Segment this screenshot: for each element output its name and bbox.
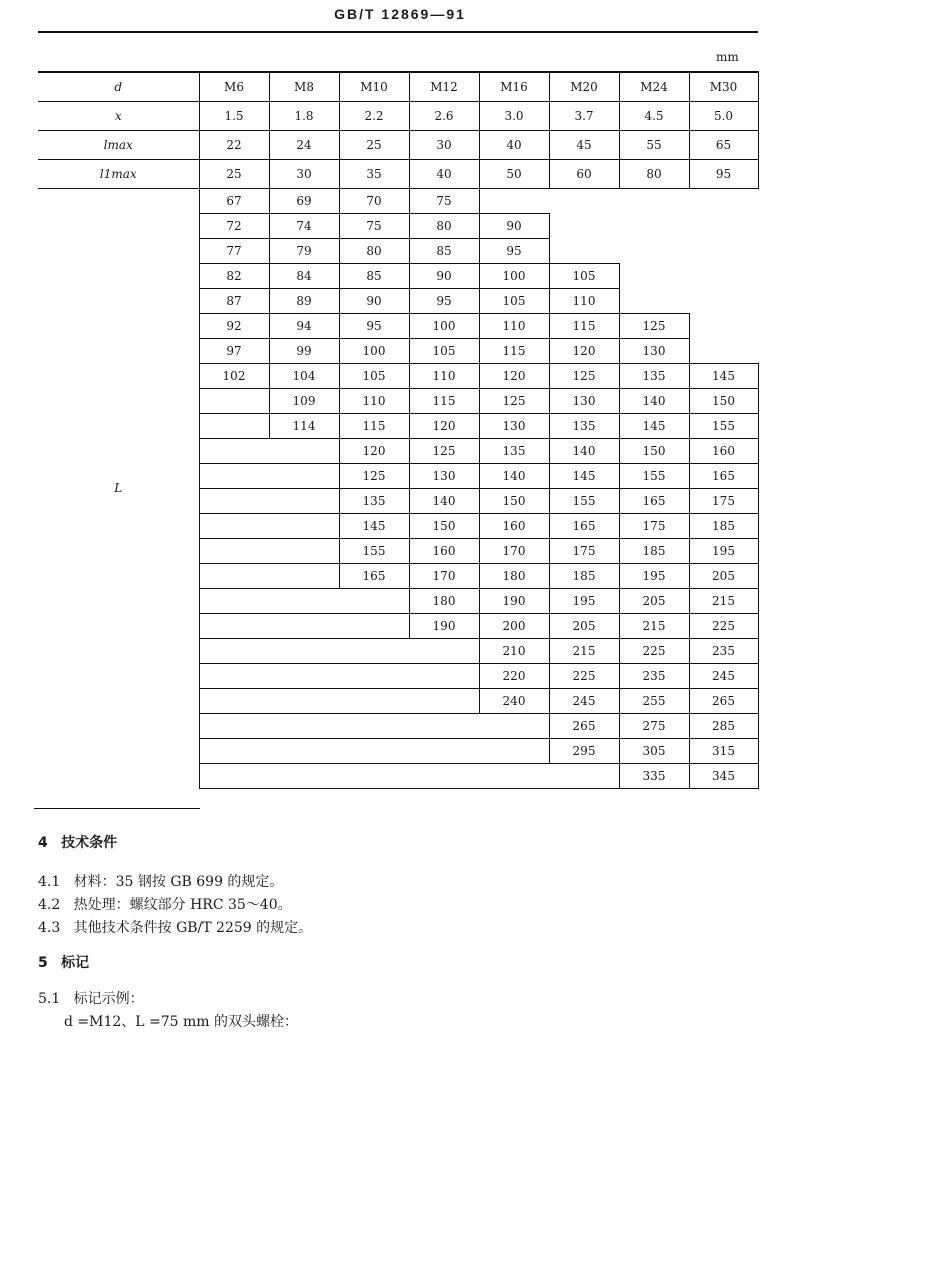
length-cell: 345 [689,763,758,788]
length-cell: 140 [479,463,549,488]
x-row-cell: 5.0 [689,101,758,130]
lmax-row-cell: 30 [409,130,479,159]
length-cell: 74 [269,213,339,238]
length-cell: 120 [479,363,549,388]
length-cell: 195 [619,563,689,588]
length-cell: 120 [339,438,409,463]
lmax-row-cell: 45 [549,130,619,159]
length-cell: 160 [479,513,549,538]
size-row-cell: M6 [199,72,269,101]
length-cell: 185 [619,538,689,563]
length-cell: 155 [619,463,689,488]
lmax-row [38,130,758,159]
length-cell: 100 [339,338,409,363]
length-cell: 225 [689,613,758,638]
length-cell: 84 [269,263,339,288]
length-cell: 180 [479,563,549,588]
table-bottom-rule-left [34,808,200,809]
length-cell: 102 [199,363,269,388]
blank-cell [199,638,479,663]
length-cell: 145 [549,463,619,488]
dimension-table [38,71,759,789]
length-cell: 95 [339,313,409,338]
length-cell: 135 [339,488,409,513]
length-cell: 190 [409,613,479,638]
size-row-cell: M12 [409,72,479,101]
length-cell: 109 [269,388,339,413]
length-cell: 130 [479,413,549,438]
standard-number-header: GB/T 12869—91 [334,6,466,22]
length-cell: 205 [689,563,758,588]
blank-cell [199,388,269,413]
length-cell: 125 [339,463,409,488]
clause-4-3-text: 其他技术条件按 GB/T 2259 的规定。 [73,920,313,936]
length-cell: 150 [479,488,549,513]
length-cell: 90 [339,288,409,313]
length-cell: 89 [269,288,339,313]
clause-4-1 [38,871,283,891]
length-cell: 170 [409,563,479,588]
length-cell: 180 [409,588,479,613]
length-cell: 79 [269,238,339,263]
empty-area [479,188,758,213]
x-row-cell: 1.8 [269,101,339,130]
l1max-row-label: l1max [38,159,199,188]
length-cell: 145 [339,513,409,538]
length-cell: 135 [549,413,619,438]
clause-5-1 [38,988,144,1008]
length-cell: 105 [479,288,549,313]
marking-example: d =M12、L =75 mm 的双头螺栓： [64,1014,299,1030]
length-cell: 125 [549,363,619,388]
length-cell: 110 [549,288,619,313]
length-cell: 100 [479,263,549,288]
length-cell: 245 [549,688,619,713]
length-cell: 240 [479,688,549,713]
section-5-number: 5 [38,955,48,971]
length-cell: 80 [339,238,409,263]
length-cell: 95 [479,238,549,263]
length-cell: 235 [619,663,689,688]
l1max-row-cell: 80 [619,159,689,188]
length-cell: 75 [409,188,479,213]
length-cell: 114 [269,413,339,438]
blank-cell [199,763,619,788]
length-cell: 225 [619,638,689,663]
l1max-row-cell: 95 [689,159,758,188]
lmax-row-cell: 65 [689,130,758,159]
x-row-cell: 1.5 [199,101,269,130]
length-cell: 110 [479,313,549,338]
length-cell: 160 [689,438,758,463]
length-cell: 215 [549,638,619,663]
length-cell: 72 [199,213,269,238]
length-cell: 110 [409,363,479,388]
blank-cell [199,713,549,738]
length-cell: 94 [269,313,339,338]
clause-4-3 [38,917,312,937]
length-cell: 135 [619,363,689,388]
length-cell: 150 [409,513,479,538]
size-row-cell: M10 [339,72,409,101]
length-cell: 105 [339,363,409,388]
length-cell: 87 [199,288,269,313]
length-cell: 175 [549,538,619,563]
length-cell: 130 [619,338,689,363]
length-cell: 205 [549,613,619,638]
lmax-row-cell: 22 [199,130,269,159]
length-cell: 155 [549,488,619,513]
clause-4-2-number: 4.2 [38,897,61,913]
length-cell: 69 [269,188,339,213]
length-cell: 130 [549,388,619,413]
l1max-row-cell: 30 [269,159,339,188]
length-cell: 115 [339,413,409,438]
length-cell: 95 [409,288,479,313]
length-cell: 150 [689,388,758,413]
clause-5-1-number: 5.1 [38,991,61,1007]
blank-cell [199,663,479,688]
blank-cell [199,738,549,763]
size-row-cell: M8 [269,72,339,101]
length-cell: 315 [689,738,758,763]
length-cell: 200 [479,613,549,638]
clause-5-1-text: 标记示例： [73,991,144,1007]
length-cell: 225 [549,663,619,688]
blank-cell [199,488,339,513]
unit-label: mm [716,50,739,64]
empty-area [689,338,758,363]
length-cell: 195 [549,588,619,613]
length-cell: 145 [619,413,689,438]
length-cell: 255 [619,688,689,713]
length-cell: 140 [409,488,479,513]
size-row-cell: M24 [619,72,689,101]
length-cell: 215 [689,588,758,613]
clause-4-3-number: 4.3 [38,920,61,936]
length-cell: 125 [479,388,549,413]
empty-area [549,213,758,238]
l1max-row-cell: 60 [549,159,619,188]
length-cell: 115 [479,338,549,363]
blank-cell [199,463,339,488]
empty-area [689,313,758,338]
size-row-cell: M16 [479,72,549,101]
x-row-cell: 3.7 [549,101,619,130]
length-cell: 90 [479,213,549,238]
length-cell: 195 [689,538,758,563]
blank-cell [199,438,339,463]
blank-cell [199,538,339,563]
length-cell: 175 [689,488,758,513]
blank-cell [199,613,409,638]
length-cell: 185 [689,513,758,538]
l1max-row-cell: 25 [199,159,269,188]
length-cell: 99 [269,338,339,363]
length-cell: 235 [689,638,758,663]
length-cell: 265 [689,688,758,713]
length-cell: 185 [549,563,619,588]
length-cell: 85 [339,263,409,288]
x-row-cell: 3.0 [479,101,549,130]
x-row-cell: 2.2 [339,101,409,130]
length-cell: 110 [339,388,409,413]
length-row [38,188,758,213]
length-cell: 220 [479,663,549,688]
l1max-row-cell: 35 [339,159,409,188]
lmax-row-label: lmax [38,130,199,159]
length-cell: 70 [339,188,409,213]
blank-cell [199,513,339,538]
length-cell: 155 [339,538,409,563]
length-cell: 97 [199,338,269,363]
length-cell: 245 [689,663,758,688]
section-4-heading [38,832,117,852]
length-cell: 165 [689,463,758,488]
length-cell: 115 [409,388,479,413]
length-label: L [38,188,199,788]
length-cell: 120 [409,413,479,438]
size-row-cell: M20 [549,72,619,101]
l1max-row-cell: 50 [479,159,549,188]
l1max-row-cell: 40 [409,159,479,188]
length-cell: 90 [409,263,479,288]
size-row-label: d [38,72,199,101]
blank-cell [199,413,269,438]
lmax-row-cell: 25 [339,130,409,159]
size-row-cell: M30 [689,72,758,101]
lmax-row-cell: 24 [269,130,339,159]
size-row [38,72,758,101]
length-cell: 165 [339,563,409,588]
length-cell: 104 [269,363,339,388]
length-cell: 75 [339,213,409,238]
l1max-row [38,159,758,188]
length-cell: 295 [549,738,619,763]
length-cell: 82 [199,263,269,288]
lmax-row-cell: 55 [619,130,689,159]
length-cell: 305 [619,738,689,763]
length-cell: 275 [619,713,689,738]
length-cell: 150 [619,438,689,463]
blank-cell [199,563,339,588]
length-cell: 175 [619,513,689,538]
length-cell: 165 [549,513,619,538]
length-cell: 125 [619,313,689,338]
length-cell: 85 [409,238,479,263]
length-cell: 145 [689,363,758,388]
length-cell: 285 [689,713,758,738]
length-cell: 125 [409,438,479,463]
length-cell: 105 [409,338,479,363]
length-cell: 190 [479,588,549,613]
section-5-title: 标记 [61,955,90,971]
length-cell: 92 [199,313,269,338]
clause-4-1-text: 材料：35 钢按 GB 699 的规定。 [73,874,284,890]
clause-4-1-number: 4.1 [38,874,61,890]
length-cell: 135 [479,438,549,463]
length-cell: 105 [549,263,619,288]
length-cell: 80 [409,213,479,238]
x-row-cell: 2.6 [409,101,479,130]
length-cell: 335 [619,763,689,788]
length-cell: 67 [199,188,269,213]
length-cell: 130 [409,463,479,488]
length-cell: 165 [619,488,689,513]
x-row-label: x [38,101,199,130]
empty-area [549,238,758,263]
section-4-title: 技术条件 [61,835,118,851]
length-cell: 140 [549,438,619,463]
length-cell: 170 [479,538,549,563]
length-cell: 140 [619,388,689,413]
empty-area [619,288,758,313]
empty-area [619,263,758,288]
lmax-row-cell: 40 [479,130,549,159]
blank-cell [199,588,409,613]
length-cell: 120 [549,338,619,363]
clause-4-2-text: 热处理：螺纹部分 HRC 35～40。 [73,897,292,913]
length-cell: 155 [689,413,758,438]
length-cell: 160 [409,538,479,563]
length-cell: 77 [199,238,269,263]
section-4-number: 4 [38,835,48,851]
header-rule [38,31,758,33]
length-cell: 215 [619,613,689,638]
section-5-heading [38,952,89,972]
x-row [38,101,758,130]
length-cell: 210 [479,638,549,663]
length-cell: 265 [549,713,619,738]
length-cell: 115 [549,313,619,338]
length-cell: 205 [619,588,689,613]
clause-4-2 [38,894,292,914]
blank-cell [199,688,479,713]
x-row-cell: 4.5 [619,101,689,130]
length-cell: 100 [409,313,479,338]
